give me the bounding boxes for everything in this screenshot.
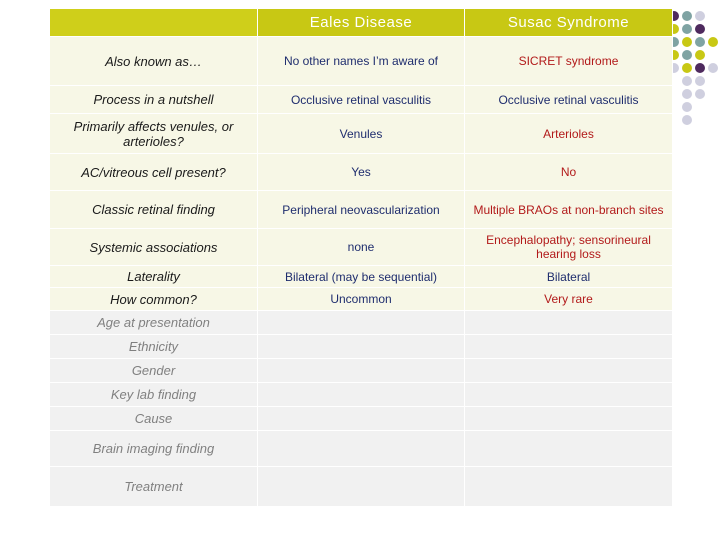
- dot-purple: [695, 24, 705, 34]
- row-label: Laterality: [50, 266, 258, 288]
- header-row: [50, 9, 673, 37]
- table-row: [50, 154, 673, 191]
- dot-teal: [682, 50, 692, 60]
- dot-lavender: [682, 89, 692, 99]
- eales-cell: none: [258, 229, 465, 266]
- row-label: Brain imaging finding: [50, 431, 258, 467]
- table-row: [50, 37, 673, 86]
- dot-teal: [682, 11, 692, 21]
- table-row: [50, 431, 673, 467]
- dot-olive: [682, 37, 692, 47]
- susac-cell: Encephalopathy; sensorineural hearing loss: [465, 229, 673, 266]
- susac-cell: SICRET syndrome: [465, 37, 673, 86]
- row-label: Gender: [50, 359, 258, 383]
- table-row: [50, 407, 673, 431]
- susac-cell: Bilateral: [465, 266, 673, 288]
- susac-cell: [465, 383, 673, 407]
- table-row: [50, 86, 673, 114]
- eales-cell: Yes: [258, 154, 465, 191]
- table-row: [50, 311, 673, 335]
- susac-cell: [465, 335, 673, 359]
- dot-lavender: [695, 89, 705, 99]
- row-label: AC/vitreous cell present?: [50, 154, 258, 191]
- comparison-table: [49, 8, 673, 507]
- susac-cell: Arterioles: [465, 114, 673, 154]
- susac-cell: Occlusive retinal vasculitis: [465, 86, 673, 114]
- susac-cell: Very rare: [465, 288, 673, 311]
- table-row: [50, 114, 673, 154]
- dot-lavender: [695, 11, 705, 21]
- table-row: [50, 266, 673, 288]
- table-row: [50, 335, 673, 359]
- row-label: Cause: [50, 407, 258, 431]
- dot-olive: [708, 37, 718, 47]
- table-row: [50, 383, 673, 407]
- row-label: Also known as…: [50, 37, 258, 86]
- eales-cell: [258, 311, 465, 335]
- eales-cell: [258, 335, 465, 359]
- row-label: Ethnicity: [50, 335, 258, 359]
- susac-cell: [465, 359, 673, 383]
- susac-cell: Multiple BRAOs at non-branch sites: [465, 191, 673, 229]
- row-label: Process in a nutshell: [50, 86, 258, 114]
- eales-cell: [258, 431, 465, 467]
- row-label: Age at presentation: [50, 311, 258, 335]
- eales-cell: Bilateral (may be sequential): [258, 266, 465, 288]
- eales-cell: [258, 383, 465, 407]
- dot-lavender: [708, 63, 718, 73]
- dot-lavender: [682, 76, 692, 86]
- table-row: [50, 191, 673, 229]
- row-label: Classic retinal finding: [50, 191, 258, 229]
- header-susac: Susac Syndrome: [465, 9, 673, 37]
- table-row: [50, 359, 673, 383]
- eales-cell: No other names I’m aware of: [258, 37, 465, 86]
- dot-lavender: [682, 115, 692, 125]
- dot-olive: [695, 50, 705, 60]
- eales-cell: Venules: [258, 114, 465, 154]
- header-eales: Eales Disease: [258, 9, 465, 37]
- table-row: [50, 467, 673, 507]
- dot-lavender: [695, 76, 705, 86]
- eales-cell: [258, 407, 465, 431]
- susac-cell: No: [465, 154, 673, 191]
- header-blank: [50, 9, 258, 37]
- table-row: [50, 288, 673, 311]
- susac-cell: [465, 311, 673, 335]
- susac-cell: [465, 407, 673, 431]
- row-label: Key lab finding: [50, 383, 258, 407]
- susac-cell: [465, 467, 673, 507]
- row-label: Treatment: [50, 467, 258, 507]
- dot-purple: [695, 63, 705, 73]
- eales-cell: Occlusive retinal vasculitis: [258, 86, 465, 114]
- dot-teal: [682, 24, 692, 34]
- eales-cell: Peripheral neovascularization: [258, 191, 465, 229]
- row-label: Primarily affects venules, or arterioles?: [50, 114, 258, 154]
- dot-teal: [695, 37, 705, 47]
- row-label: Systemic associations: [50, 229, 258, 266]
- row-label: How common?: [50, 288, 258, 311]
- susac-cell: [465, 431, 673, 467]
- dot-olive: [682, 63, 692, 73]
- dot-lavender: [682, 102, 692, 112]
- eales-cell: [258, 359, 465, 383]
- eales-cell: Uncommon: [258, 288, 465, 311]
- table-row: [50, 229, 673, 266]
- eales-cell: [258, 467, 465, 507]
